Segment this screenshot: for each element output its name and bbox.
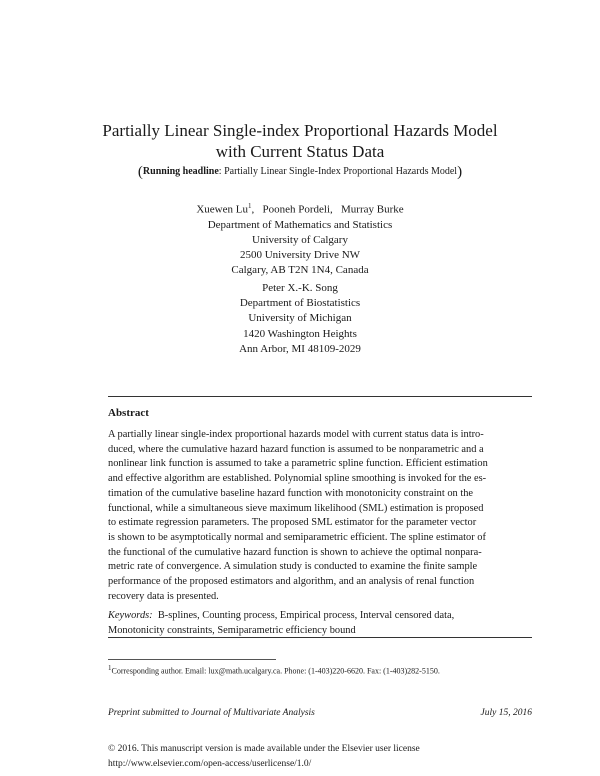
author-name: Murray Burke [341,203,404,216]
affiliation-line: Department of Mathematics and Statistics [207,218,393,231]
keywords-line: Monotonicity constraints, Semiparametric efficiency bound [108,625,356,637]
affiliation-line: Ann Arbor, MI 48109-2029 [239,342,361,355]
abstract-line: timation of the cumulative baseline hazard function with monotonicity constraint on the [108,487,474,499]
affiliation-line: University of Michigan [248,312,352,325]
abstract-line: recovery data is presented. [108,590,219,602]
author-names: Xuewen Lu$^1$, Pooneh Pordeli, Murray Burke [196,202,404,216]
author-name: Pooneh Pordeli [262,203,331,216]
abstract-line: performance of the proposed estimators and algorithm, and an analysis of renal function [108,576,475,588]
affiliation-line: University of Calgary [252,234,348,247]
running-headline: (Running headline: Partially Linear Single-Index Proportional Hazards Model) [137,164,463,180]
license-line: © 2016. This manuscript version is made available under the Elsevier user license [108,744,420,754]
abstract-line: and effective algorithm are established. Polynomial spline smoothing is invoked for the es- [108,473,487,485]
preprint-journal: Preprint submitted to Journal of Multivariate Analysis [108,708,315,718]
affiliation-line: 1420 Washington Heights [243,327,357,340]
running-headline-label: Running headline [142,166,219,177]
author-name: Peter X.-K. Song [262,282,338,294]
running-headline-text: Partially Linear Single-Index Proportional Hazards Model [224,166,458,177]
title-line-2: with Current Status Data [215,142,385,161]
footnote-text: Corresponding author. Email: lux@math.ucalgary.ca. Phone: (1-403)220-6620. Fax: (1-403)282-5150. [111,666,440,676]
abstract-body [108,428,532,639]
abstract-line: functional, while a simultaneous sieve maximum likelihood (SML) estimation is proposed [108,502,484,514]
license-url[interactable]: http://www.elsevier.com/open-access/userlicense/1.0/ [108,759,312,769]
abstract-line: A partially linear single-index proportional hazards model with current status data is intro- [108,429,484,440]
footnote-separator [108,659,276,660]
footnote [108,664,548,676]
paper-title [0,120,600,162]
author-name: Xuewen Lu [196,203,248,216]
author-block-2 [0,281,600,357]
keywords [108,609,532,638]
affiliation-line: Calgary, AB T2N 1N4, Canada [231,264,369,277]
abstract-line: the functional of the cumulative hazard function is shown to achieve the optimal nonpara- [108,546,482,558]
preprint-date: July 15, 2016 [480,708,532,718]
abstract-bottom-rule [108,637,532,638]
abstract-line: nonlinear link function is assumed to take a parametric spline function. Efficient estimation [108,458,488,470]
abstract-line: metric rate of convergence. A simulation study is conducted to examine the finite sample [108,561,478,573]
keywords-line: B-splines, Counting process, Empirical process, Interval censored data, [157,610,455,622]
abstract-line: is shown to be asymptotically normal and semiparametric efficient. The spline estimator of [108,531,486,543]
abstract-top-rule [108,396,532,397]
license-notice [108,742,420,772]
footnote-marker: 1 [108,664,112,672]
abstract-line: duced, where the cumulative hazard hazard function is assumed to be nonparametric and a [108,443,484,455]
footnote-marker: 1 [247,202,252,210]
affiliation-line: 2500 University Drive NW [239,249,361,262]
keywords-label: Keywords: [108,610,153,622]
title-line-1: Partially Linear Single-index Proportional Hazards Model [102,121,498,140]
affiliation-line: Department of Biostatistics [239,297,361,310]
abstract-line: to estimate regression parameters. The proposed SML estimator for the parameter vector [108,517,477,529]
abstract-heading: Abstract [108,407,149,419]
author-block-1 [0,199,600,279]
